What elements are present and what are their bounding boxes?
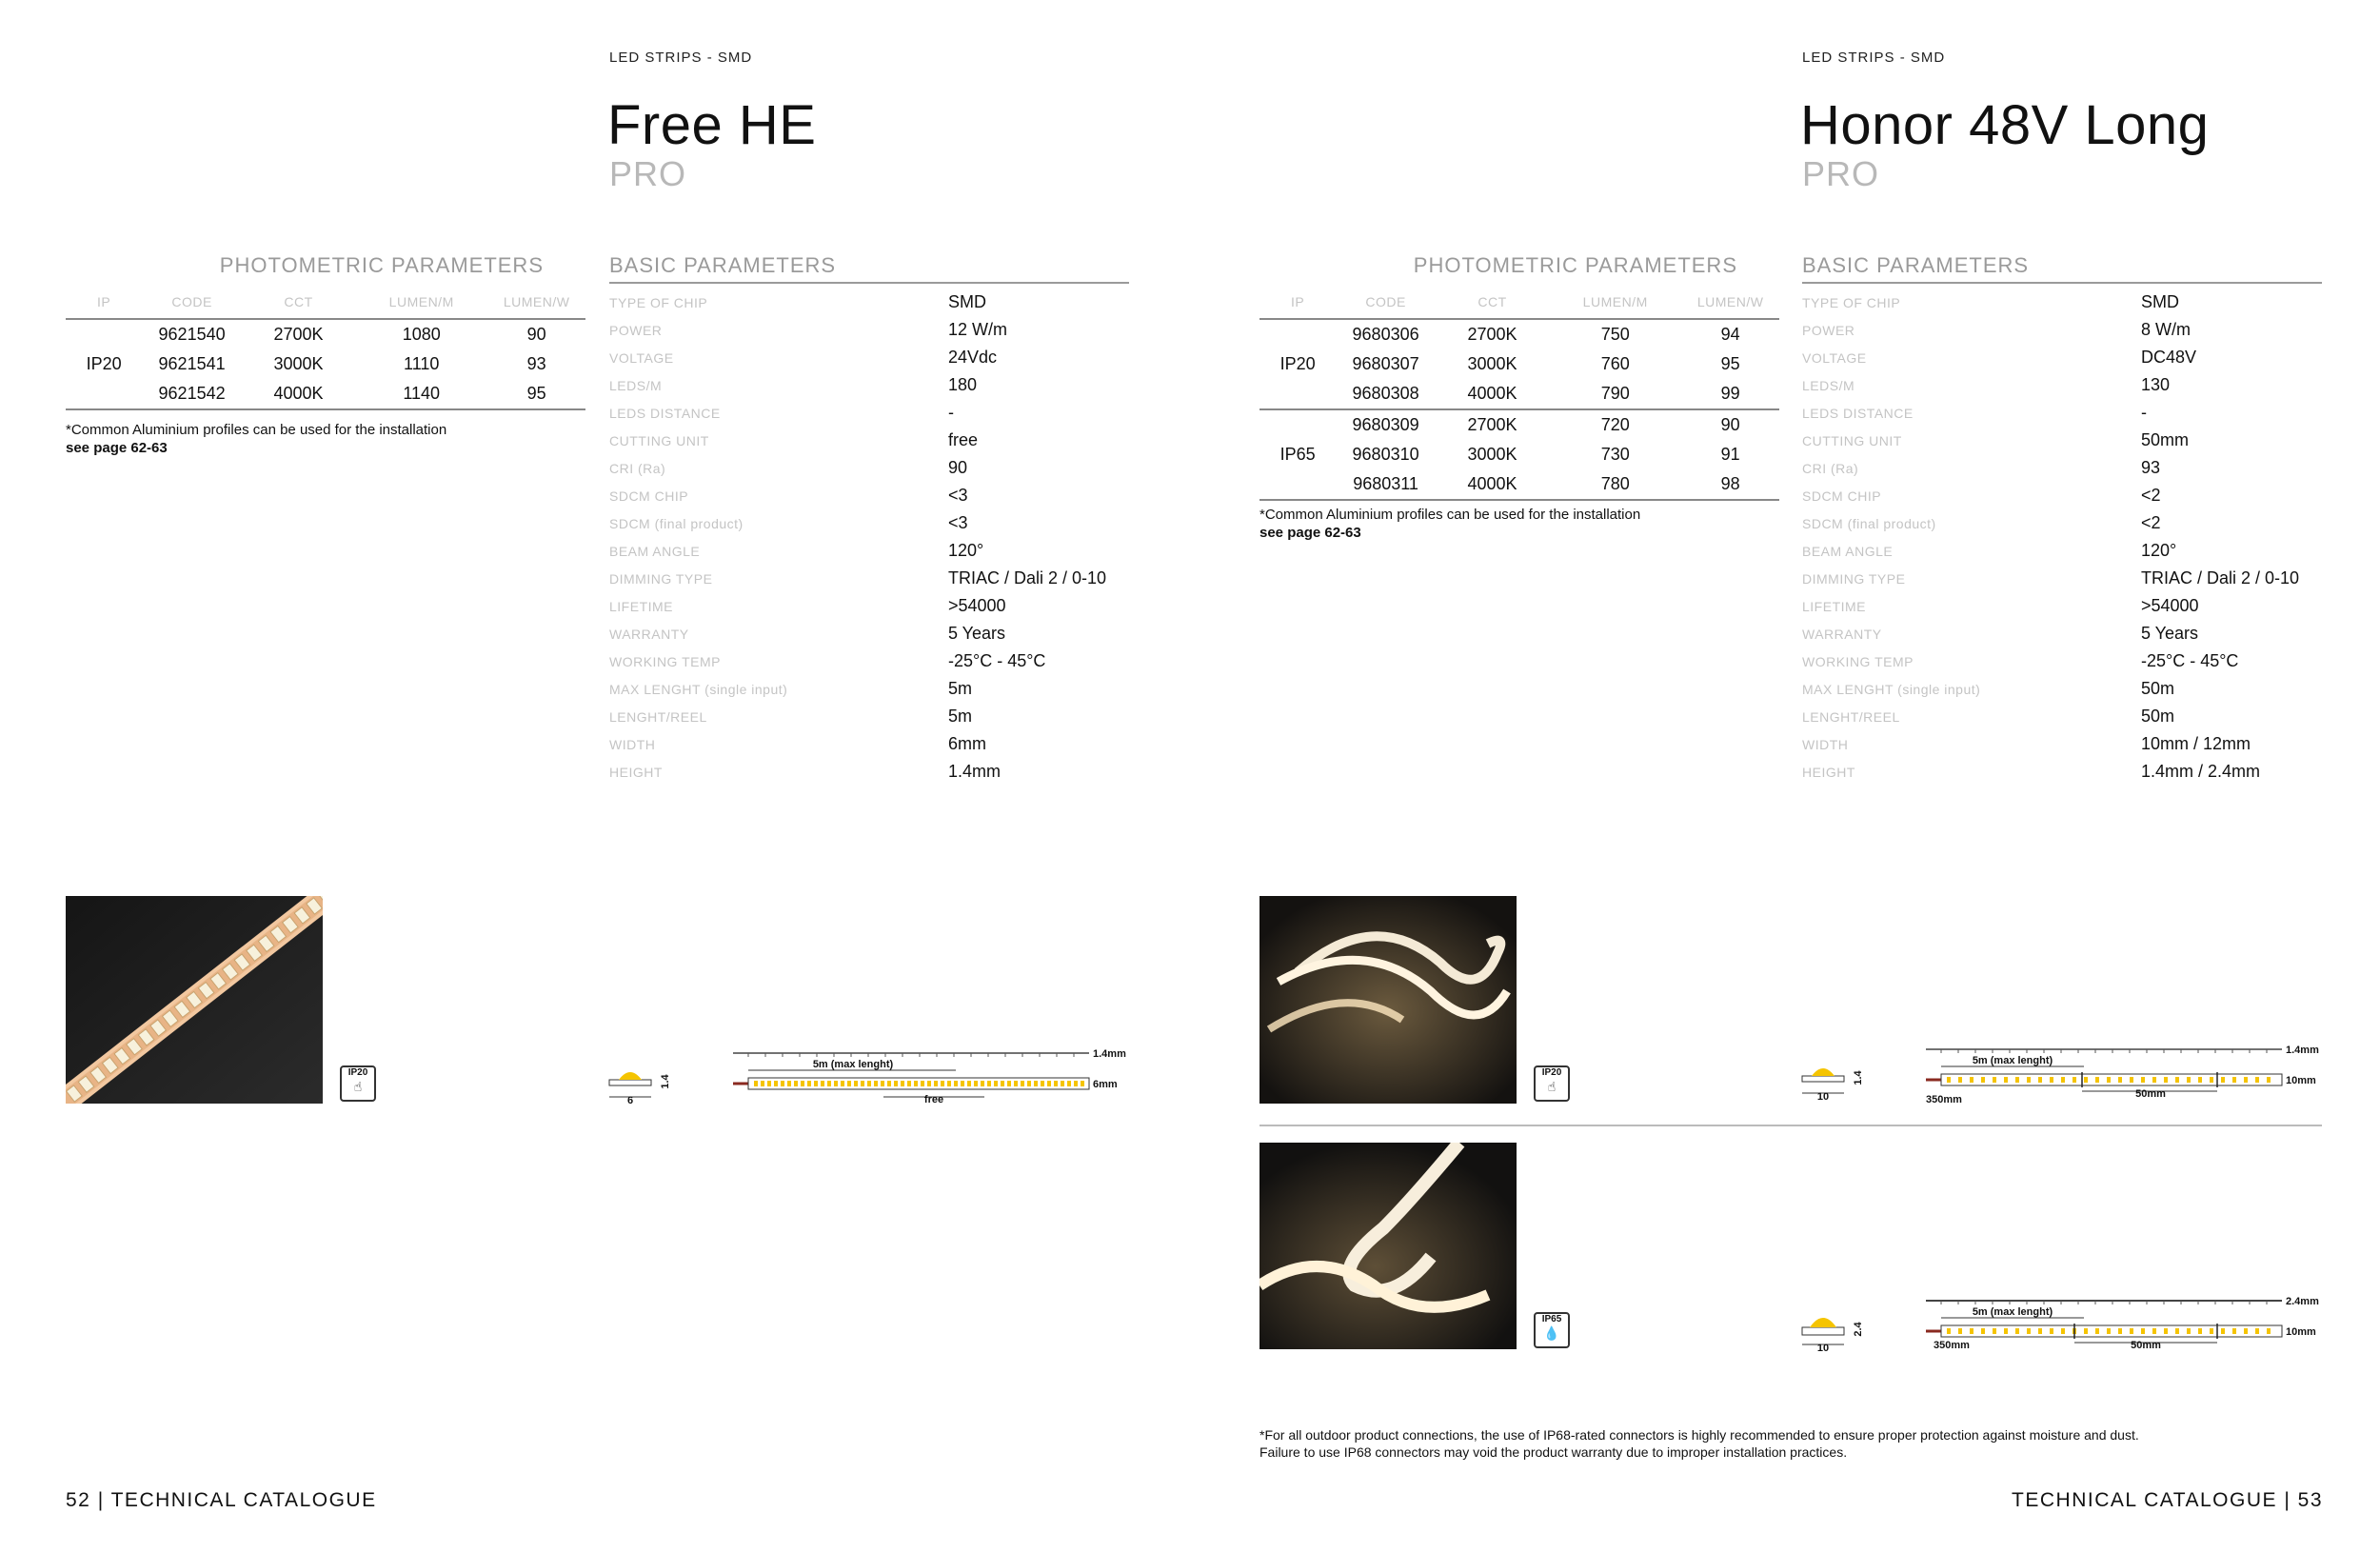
- param-label: BEAM ANGLE: [609, 544, 701, 559]
- table-row: [1259, 379, 1779, 409]
- param-row: [1802, 289, 2335, 317]
- code-cell: 9621541: [158, 354, 226, 373]
- svg-text:2.4mm: 2.4mm: [2286, 1296, 2319, 1307]
- param-value: 120°: [2141, 541, 2177, 560]
- note-link[interactable]: see page 62-63: [1259, 525, 1361, 541]
- param-value: 50m: [2141, 707, 2175, 726]
- param-value: >54000: [2141, 596, 2199, 615]
- ip65-badge: IP65 💧: [1534, 1312, 1570, 1348]
- table-row: [66, 379, 585, 409]
- table-row: [1259, 469, 1779, 500]
- product-subtitle-left: PRO: [609, 154, 687, 193]
- basic-heading-right: BASIC PARAMETERS: [1802, 253, 2322, 284]
- param-row: [609, 648, 1142, 676]
- lumen-m-cell: 720: [1600, 415, 1630, 434]
- ip-cell: [66, 379, 142, 409]
- param-value: 130: [2141, 375, 2171, 394]
- param-label: SDCM CHIP: [609, 488, 689, 504]
- cut-dim: free: [923, 1094, 944, 1105]
- param-label: LENGHT/REEL: [609, 709, 707, 725]
- code-cell: 9680310: [1352, 445, 1419, 464]
- profiles-note-right: [1259, 506, 1640, 542]
- cct-cell: 3000K: [1467, 354, 1517, 373]
- col-cct: CCT: [242, 286, 355, 319]
- footer-right: TECHNICAL CATALOGUE | 53: [2012, 1489, 2323, 1511]
- param-row: [1802, 621, 2335, 648]
- param-value: 93: [2141, 458, 2161, 477]
- param-row: [609, 676, 1142, 704]
- param-label: HEIGHT: [609, 765, 663, 780]
- water-drop-icon: 💧: [1543, 1325, 1560, 1341]
- param-value: <3: [948, 486, 968, 505]
- photometric-heading-left: PHOTOMETRIC PARAMETERS: [219, 253, 544, 277]
- param-label: BEAM ANGLE: [1802, 544, 1894, 559]
- svg-text:5m (max lenght): 5m (max lenght): [1972, 1306, 2053, 1318]
- svg-text:350mm: 350mm: [1926, 1094, 1962, 1105]
- param-label: TYPE OF CHIP: [609, 295, 708, 310]
- param-row: [609, 372, 1142, 400]
- product-title-right: Honor 48V Long: [1800, 94, 2210, 156]
- note-text: *Common Aluminium profiles can be used for the installation: [1259, 507, 1641, 523]
- profile-height-label: 1.4: [660, 1074, 671, 1089]
- ip-cell: IP20: [1279, 354, 1316, 373]
- param-row: [1802, 400, 2335, 428]
- table-row: [66, 349, 585, 379]
- param-value: free: [948, 430, 979, 449]
- basic-heading-left: BASIC PARAMETERS: [609, 253, 1129, 284]
- product-photo-ip20: [1259, 896, 1517, 1104]
- param-label: DIMMING TYPE: [609, 571, 713, 587]
- profile-width-label: 6: [626, 1095, 634, 1105]
- svg-text:1.4: 1.4: [1853, 1070, 1864, 1085]
- param-value: 5m: [948, 707, 973, 726]
- lumen-w-cell: 93: [526, 354, 546, 373]
- photometric-heading-right: PHOTOMETRIC PARAMETERS: [1413, 253, 1737, 277]
- param-label: VOLTAGE: [609, 350, 674, 366]
- param-row: [1802, 731, 2335, 759]
- svg-text:350mm: 350mm: [1934, 1340, 1970, 1351]
- param-value: TRIAC / Dali 2 / 0-10: [2141, 568, 2300, 587]
- param-value: -25°C - 45°C: [2141, 651, 2239, 670]
- col-lumen-m: LUMEN/M: [1549, 286, 1681, 319]
- category-label-left: LED STRIPS - SMD: [609, 50, 753, 66]
- param-row: [1802, 317, 2335, 345]
- param-label: MAX LENGHT (single input): [609, 682, 788, 697]
- basic-params-right: [1802, 289, 2335, 804]
- code-cell: 9680306: [1352, 325, 1419, 344]
- code-cell: 9621542: [142, 379, 242, 409]
- section-divider: [1259, 1125, 2322, 1126]
- param-label: CRI (Ra): [1802, 461, 1859, 476]
- ip-cell: [1259, 409, 1336, 440]
- lumen-w-cell: 99: [1681, 379, 1779, 409]
- param-value: -: [948, 403, 954, 422]
- param-value: <2: [2141, 486, 2161, 505]
- param-label: WORKING TEMP: [609, 654, 721, 669]
- param-value: DC48V: [2141, 348, 2197, 367]
- code-cell: 9680308: [1336, 379, 1436, 409]
- col-code: CODE: [142, 286, 242, 319]
- svg-text:10: 10: [1816, 1091, 1830, 1103]
- footer-left: 52 | TECHNICAL CATALOGUE: [66, 1489, 377, 1511]
- param-label: SDCM CHIP: [1802, 488, 1882, 504]
- param-value: 180: [948, 375, 978, 394]
- ip-cell: [1259, 379, 1336, 409]
- param-row: [1802, 566, 2335, 593]
- col-lumen-w: LUMEN/W: [487, 286, 585, 319]
- ip20-badge-left: IP20 ☝: [340, 1065, 376, 1102]
- col-ip: IP: [66, 286, 142, 319]
- param-row: [609, 345, 1142, 372]
- param-row: [1802, 455, 2335, 483]
- param-value: 12 W/m: [948, 320, 1008, 339]
- param-label: WIDTH: [609, 737, 656, 752]
- basic-params-left: [609, 289, 1142, 804]
- svg-text:10mm: 10mm: [2286, 1075, 2316, 1086]
- col-code: CODE: [1336, 286, 1436, 319]
- param-row: [609, 566, 1142, 593]
- ip-cell: IP65: [1279, 445, 1316, 464]
- param-row: [1802, 759, 2335, 786]
- param-row: [1802, 428, 2335, 455]
- height-dim: 1.4mm: [1093, 1048, 1126, 1060]
- photometric-table-left: [66, 286, 585, 410]
- length-dim: 5m (max lenght): [812, 1059, 894, 1070]
- profiles-note-left: [66, 421, 446, 457]
- col-lumen-m: LUMEN/M: [355, 286, 487, 319]
- product-photo-left: [66, 896, 323, 1104]
- code-cell: 9621540: [158, 325, 226, 344]
- ip-cell: IP20: [86, 354, 122, 373]
- param-label: DIMMING TYPE: [1802, 571, 1906, 587]
- cct-cell: 3000K: [1467, 445, 1517, 464]
- param-label: LIFETIME: [609, 599, 674, 614]
- lumen-w-cell: 90: [1720, 415, 1740, 434]
- param-row: [609, 759, 1142, 786]
- lumen-w-cell: 90: [526, 325, 546, 344]
- svg-text:10mm: 10mm: [2286, 1326, 2316, 1338]
- lumen-m-cell: 760: [1600, 354, 1630, 373]
- param-row: [1802, 483, 2335, 510]
- param-value: >54000: [948, 596, 1006, 615]
- lumen-m-cell: 750: [1600, 325, 1630, 344]
- param-row: [1802, 345, 2335, 372]
- param-value: -25°C - 45°C: [948, 651, 1046, 670]
- param-label: LENGHT/REEL: [1802, 709, 1900, 725]
- param-row: [609, 483, 1142, 510]
- param-label: SDCM (final product): [1802, 516, 1936, 531]
- param-row: [609, 510, 1142, 538]
- product-title-left: Free HE: [607, 94, 817, 156]
- param-value: 50mm: [2141, 430, 2190, 449]
- param-row: [609, 704, 1142, 731]
- param-label: POWER: [1802, 323, 1855, 338]
- cct-cell: 4000K: [1436, 469, 1549, 500]
- svg-text:50mm: 50mm: [2135, 1088, 2166, 1100]
- param-value: 10mm / 12mm: [2141, 734, 2251, 753]
- lumen-w-cell: 98: [1681, 469, 1779, 500]
- param-row: [609, 400, 1142, 428]
- lumen-m-cell: 1080: [402, 325, 441, 344]
- table-row: [66, 319, 585, 349]
- photometric-table-right: [1259, 286, 1779, 501]
- strip-drawing-ip65: [1798, 1285, 2331, 1362]
- param-value: <3: [948, 513, 968, 532]
- param-row: [1802, 372, 2335, 400]
- param-label: LEDS/M: [609, 378, 663, 393]
- category-label-right: LED STRIPS - SMD: [1802, 50, 1946, 66]
- svg-text:1.4mm: 1.4mm: [2286, 1045, 2319, 1056]
- hand-icon: ☝: [1547, 1079, 1557, 1094]
- svg-text:5m (max lenght): 5m (max lenght): [1972, 1055, 2053, 1066]
- table-row: [1259, 349, 1779, 379]
- param-value: 5 Years: [948, 624, 1006, 643]
- hand-icon: ☝: [353, 1079, 363, 1094]
- param-value: SMD: [948, 292, 986, 311]
- param-label: POWER: [609, 323, 663, 338]
- param-value: 8 W/m: [2141, 320, 2191, 339]
- param-label: LEDS DISTANCE: [609, 406, 721, 421]
- param-label: CUTTING UNIT: [1802, 433, 1902, 448]
- col-lumen-w: LUMEN/W: [1681, 286, 1779, 319]
- param-label: HEIGHT: [1802, 765, 1855, 780]
- lumen-m-cell: 790: [1549, 379, 1681, 409]
- param-row: [609, 731, 1142, 759]
- cct-cell: 3000K: [273, 354, 324, 373]
- lumen-w-cell: 94: [1720, 325, 1740, 344]
- param-label: SDCM (final product): [609, 516, 744, 531]
- strip-drawing-left: [605, 1038, 1139, 1105]
- param-value: TRIAC / Dali 2 / 0-10: [948, 568, 1107, 587]
- param-label: WARRANTY: [1802, 627, 1882, 642]
- lumen-w-cell: 91: [1720, 445, 1740, 464]
- svg-text:10: 10: [1816, 1343, 1830, 1354]
- param-row: [1802, 593, 2335, 621]
- param-value: 6mm: [948, 734, 986, 753]
- col-ip: IP: [1259, 286, 1336, 319]
- outdoor-note: *For all outdoor product connections, the use of IP68-rated connectors is highly recommended to ensure proper protection against moisture and dust. Failure to use IP68 connectors may void the product warranty due to improper installation practices.: [1259, 1427, 2139, 1460]
- param-label: TYPE OF CHIP: [1802, 295, 1901, 310]
- param-label: LEDS/M: [1802, 378, 1855, 393]
- table-row: [1259, 409, 1779, 440]
- param-row: [609, 593, 1142, 621]
- param-row: [1802, 538, 2335, 566]
- width-dim: 6mm: [1093, 1079, 1118, 1090]
- cct-cell: 4000K: [242, 379, 355, 409]
- lumen-w-cell: 95: [1720, 354, 1740, 373]
- note-link[interactable]: see page 62-63: [66, 440, 168, 456]
- param-value: SMD: [2141, 292, 2179, 311]
- param-value: 5 Years: [2141, 624, 2199, 643]
- param-row: [1802, 704, 2335, 731]
- param-value: 5m: [948, 679, 973, 698]
- lumen-m-cell: 1140: [355, 379, 487, 409]
- param-value: 24Vdc: [948, 348, 998, 367]
- param-label: WARRANTY: [609, 627, 689, 642]
- param-value: 50m: [2141, 679, 2175, 698]
- param-row: [1802, 676, 2335, 704]
- param-value: 1.4mm / 2.4mm: [2141, 762, 2261, 781]
- param-label: LIFETIME: [1802, 599, 1867, 614]
- param-label: CUTTING UNIT: [609, 433, 709, 448]
- product-photo-ip65: [1259, 1143, 1517, 1349]
- table-row: [1259, 319, 1779, 349]
- param-label: CRI (Ra): [609, 461, 666, 476]
- param-row: [1802, 510, 2335, 538]
- cct-cell: 2700K: [273, 325, 324, 344]
- ip-cell: [1259, 319, 1336, 349]
- lumen-m-cell: 1110: [404, 354, 440, 373]
- ip-cell: [1259, 469, 1336, 500]
- strip-drawing-ip20: [1798, 1034, 2331, 1110]
- param-value: 90: [948, 458, 968, 477]
- code-cell: 9680307: [1352, 354, 1419, 373]
- param-row: [609, 317, 1142, 345]
- param-label: MAX LENGHT (single input): [1802, 682, 1981, 697]
- lumen-m-cell: 730: [1600, 445, 1630, 464]
- svg-text:50mm: 50mm: [2131, 1340, 2161, 1351]
- param-label: WORKING TEMP: [1802, 654, 1914, 669]
- ip-cell: [66, 319, 142, 349]
- cct-cell: 2700K: [1467, 325, 1517, 344]
- param-row: [609, 455, 1142, 483]
- lumen-w-cell: 95: [487, 379, 585, 409]
- param-value: <2: [2141, 513, 2161, 532]
- param-row: [609, 428, 1142, 455]
- param-label: VOLTAGE: [1802, 350, 1867, 366]
- note-text: *Common Aluminium profiles can be used for the installation: [66, 422, 447, 438]
- code-cell: 9680311: [1336, 469, 1436, 500]
- param-row: [609, 538, 1142, 566]
- table-row: [1259, 440, 1779, 469]
- ip20-badge-right: IP20 ☝: [1534, 1065, 1570, 1102]
- param-row: [1802, 648, 2335, 676]
- param-row: [609, 289, 1142, 317]
- param-label: LEDS DISTANCE: [1802, 406, 1914, 421]
- col-cct: CCT: [1436, 286, 1549, 319]
- cct-cell: 4000K: [1436, 379, 1549, 409]
- product-subtitle-right: PRO: [1802, 154, 1880, 193]
- param-row: [609, 621, 1142, 648]
- param-value: -: [2141, 403, 2147, 422]
- param-value: 120°: [948, 541, 984, 560]
- svg-text:2.4: 2.4: [1853, 1322, 1864, 1337]
- code-cell: 9680309: [1352, 415, 1419, 434]
- cct-cell: 2700K: [1467, 415, 1517, 434]
- lumen-m-cell: 780: [1549, 469, 1681, 500]
- param-value: 1.4mm: [948, 762, 1002, 781]
- param-label: WIDTH: [1802, 737, 1849, 752]
